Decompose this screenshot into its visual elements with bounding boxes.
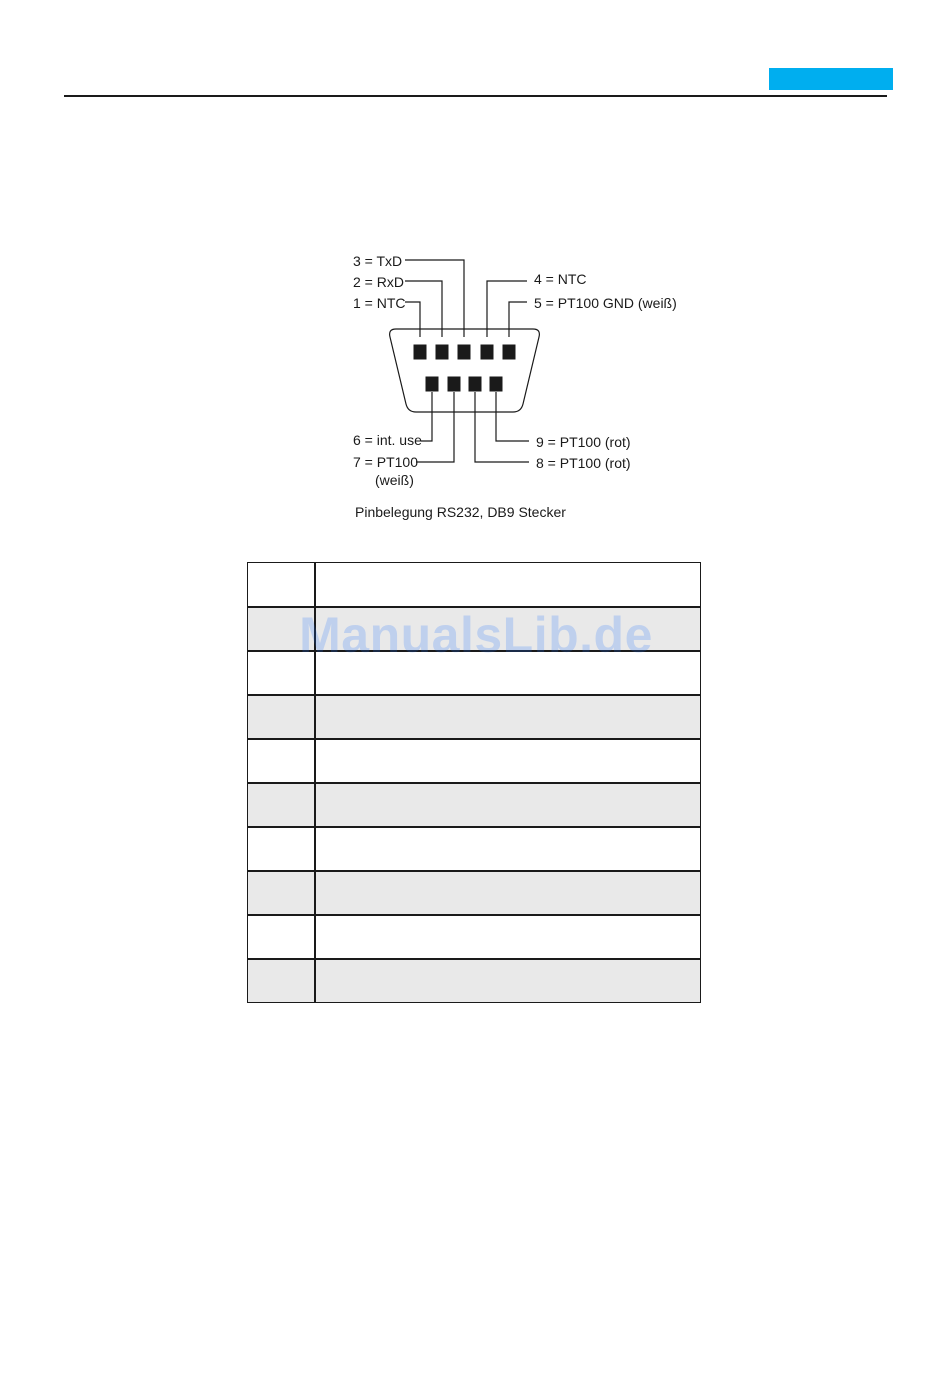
- table-cell-pin: [248, 739, 316, 783]
- pin7-label: 7 = PT100: [353, 454, 418, 470]
- table-row: [248, 783, 701, 827]
- table-cell-pin: [248, 607, 316, 651]
- pin-2: [436, 345, 449, 360]
- header-accent-bar: [769, 68, 893, 90]
- header-rule: [64, 95, 887, 97]
- pin-3: [458, 345, 471, 360]
- table-cell-pin: [248, 871, 316, 915]
- pin-5: [503, 345, 516, 360]
- pin9-label: 9 = PT100 (rot): [536, 434, 631, 450]
- pin-7: [448, 377, 461, 392]
- db9-pinout-diagram: [330, 240, 690, 500]
- table-row: [248, 651, 701, 695]
- table-row: [248, 827, 701, 871]
- leader-line-pin7: [416, 392, 454, 462]
- leader-line-pin8: [475, 392, 529, 462]
- pin-9: [490, 377, 503, 392]
- table-row: [248, 739, 701, 783]
- db9-connector-shell: [390, 329, 540, 412]
- table-cell-pin: [248, 959, 316, 1003]
- table-cell-pin: [248, 651, 316, 695]
- pin4-label: 4 = NTC: [534, 271, 587, 287]
- table-cell-description: [315, 695, 701, 739]
- pin5-label: 5 = PT100 GND (weiß): [534, 295, 677, 311]
- pin-8: [469, 377, 482, 392]
- table-cell-description: [315, 651, 701, 695]
- table-row: [248, 959, 701, 1003]
- table-row: [248, 915, 701, 959]
- pin1-label: 1 = NTC: [353, 295, 406, 311]
- table-row: [248, 695, 701, 739]
- table-cell-pin: [248, 915, 316, 959]
- pin3-label: 3 = TxD: [353, 253, 403, 269]
- table-cell-description: [315, 739, 701, 783]
- pin-6: [426, 377, 439, 392]
- table-cell-description: [315, 563, 701, 608]
- pin-1: [414, 345, 427, 360]
- table-cell-description: [315, 915, 701, 959]
- watermark: ManualsLib.de: [299, 607, 653, 663]
- diagram-caption: Pinbelegung RS232, DB9 Stecker: [355, 504, 566, 520]
- table-cell-pin: [248, 827, 316, 871]
- pin7-label-sub: (weiß): [375, 472, 414, 488]
- leader-line-pin5: [509, 302, 527, 337]
- table-row: [248, 871, 701, 915]
- table-cell-pin: [248, 563, 316, 608]
- pin8-label: 8 = PT100 (rot): [536, 455, 631, 471]
- pin-4: [481, 345, 494, 360]
- table-cell-description: [315, 827, 701, 871]
- table-row: [248, 607, 701, 651]
- table-cell-description: [315, 959, 701, 1003]
- leader-line-pin1: [405, 302, 420, 337]
- pin2-label: 2 = RxD: [353, 274, 404, 290]
- table-cell-description: [315, 783, 701, 827]
- table-cell-pin: [248, 695, 316, 739]
- pin-group: [414, 345, 516, 392]
- leader-line-pin6: [421, 392, 432, 441]
- pin-table: [247, 562, 701, 1003]
- pin6-label: 6 = int. use: [353, 432, 422, 448]
- leader-line-pin3: [405, 260, 464, 337]
- table-cell-pin: [248, 783, 316, 827]
- table-cell-description: [315, 607, 701, 651]
- table-row: [248, 563, 701, 608]
- table-cell-description: [315, 871, 701, 915]
